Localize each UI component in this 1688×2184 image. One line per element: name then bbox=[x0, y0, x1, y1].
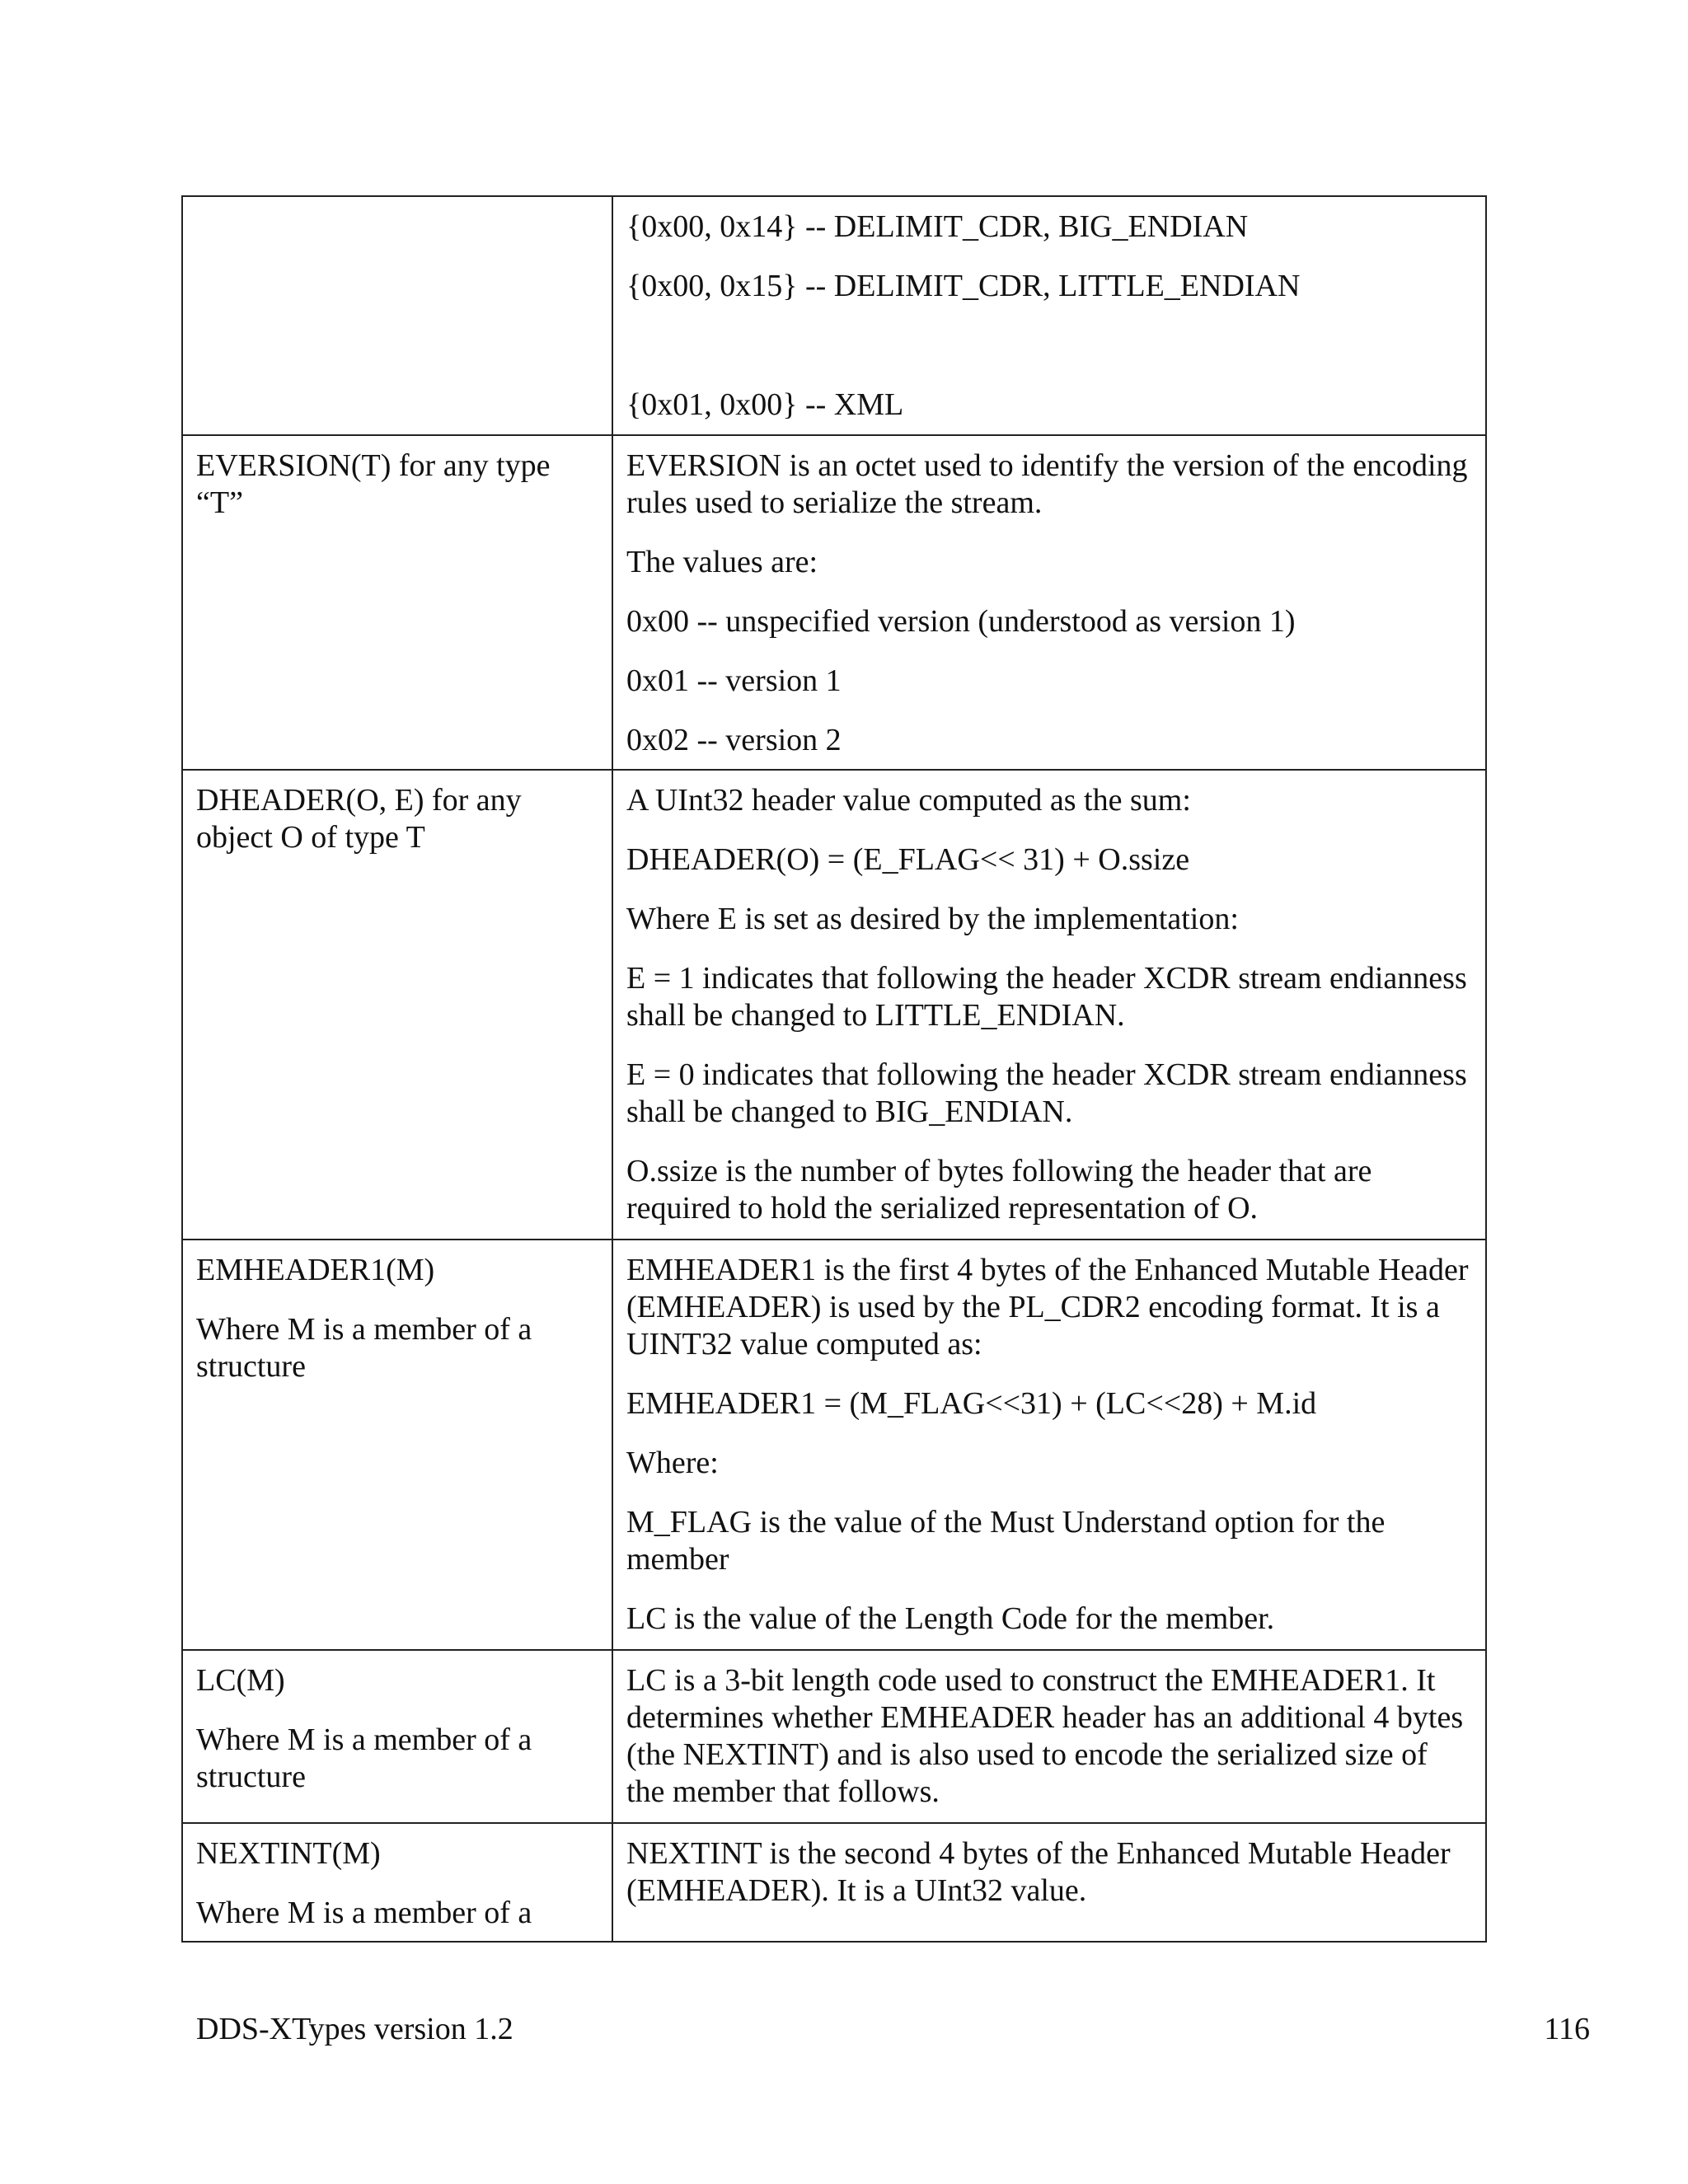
table-row bbox=[182, 1650, 1486, 1823]
description-paragraph: EVERSION is an octet used to identify the version of the encoding rules used to serialize the stream. bbox=[626, 448, 1468, 520]
description-cell bbox=[612, 1650, 1486, 1823]
description-paragraph: M_FLAG is the value of the Must Understand option for the member bbox=[626, 1505, 1386, 1577]
description-paragraph: {0x00, 0x14} -- DELIMIT_CDR, BIG_ENDIAN bbox=[626, 209, 1249, 244]
term-cell bbox=[182, 1650, 612, 1823]
term-text: NEXTINT(M) bbox=[196, 1836, 381, 1871]
term-cell bbox=[182, 1823, 612, 1942]
footer-page-number: 116 bbox=[1544, 2012, 1590, 2046]
footer-document-title: DDS-XTypes version 1.2 bbox=[196, 2012, 513, 2046]
term-text: Where M is a member of a bbox=[196, 1896, 532, 1930]
description-paragraph: NEXTINT is the second 4 bytes of the Enhanced Mutable Header (EMHEADER). It is a UInt32 value. bbox=[626, 1836, 1451, 1908]
term-cell bbox=[182, 770, 612, 1240]
description-paragraph: LC is a 3-bit length code used to construct the EMHEADER1. It determines whether EMHEADER header has an additional 4 bytes (the NEXTINT) and is also used to encode the serialized size of the member that follows. bbox=[626, 1663, 1464, 1809]
blank-gap bbox=[626, 327, 1472, 387]
table-row bbox=[182, 196, 1486, 435]
table-row bbox=[182, 1240, 1486, 1650]
term-cell bbox=[182, 435, 612, 770]
description-paragraph: EMHEADER1 = (M_FLAG<<31) + (LC<<28) + M.id bbox=[626, 1386, 1317, 1421]
description-cell bbox=[612, 1240, 1486, 1650]
term-cell bbox=[182, 1240, 612, 1650]
term-cell bbox=[182, 196, 612, 435]
term-text: Where M is a member of a structure bbox=[196, 1312, 532, 1384]
description-paragraph: LC is the value of the Length Code for the member. bbox=[626, 1601, 1275, 1636]
definitions-table bbox=[181, 195, 1487, 1943]
table-row bbox=[182, 1823, 1486, 1942]
description-cell bbox=[612, 1823, 1486, 1942]
description-paragraph: Where: bbox=[626, 1446, 719, 1480]
description-paragraph: O.ssize is the number of bytes following the header that are required to hold the serialized representation of O. bbox=[626, 1154, 1372, 1226]
description-paragraph: {0x01, 0x00} -- XML bbox=[626, 387, 904, 422]
description-cell bbox=[612, 196, 1486, 435]
description-paragraph: 0x01 -- version 1 bbox=[626, 663, 842, 698]
description-paragraph: The values are: bbox=[626, 545, 818, 579]
term-text: Where M is a member of a structure bbox=[196, 1722, 532, 1794]
term-text: EVERSION(T) for any type “T” bbox=[196, 448, 551, 520]
description-paragraph: EMHEADER1 is the first 4 bytes of the Enhanced Mutable Header (EMHEADER) is used by the PL_CDR2 encoding format. It is a UINT32 value computed as: bbox=[626, 1253, 1469, 1361]
description-paragraph: 0x00 -- unspecified version (understood as version 1) bbox=[626, 604, 1296, 639]
description-paragraph: 0x02 -- version 2 bbox=[626, 723, 842, 757]
description-cell bbox=[612, 770, 1486, 1240]
description-paragraph: Where E is set as desired by the implementation: bbox=[626, 902, 1239, 936]
description-cell bbox=[612, 435, 1486, 770]
table-row bbox=[182, 435, 1486, 770]
description-paragraph: {0x00, 0x15} -- DELIMIT_CDR, LITTLE_ENDIAN bbox=[626, 269, 1301, 303]
table-row bbox=[182, 770, 1486, 1240]
description-paragraph: E = 0 indicates that following the header XCDR stream endianness shall be changed to BIG_ENDIAN. bbox=[626, 1057, 1467, 1129]
description-paragraph: A UInt32 header value computed as the sum: bbox=[626, 783, 1191, 818]
term-text: LC(M) bbox=[196, 1663, 285, 1698]
term-text: EMHEADER1(M) bbox=[196, 1253, 435, 1287]
description-paragraph: E = 1 indicates that following the header XCDR stream endianness shall be changed to LITTLE_ENDIAN. bbox=[626, 961, 1467, 1033]
term-text: DHEADER(O, E) for any object O of type T bbox=[196, 783, 522, 855]
description-paragraph: DHEADER(O) = (E_FLAG<< 31) + O.ssize bbox=[626, 842, 1190, 877]
